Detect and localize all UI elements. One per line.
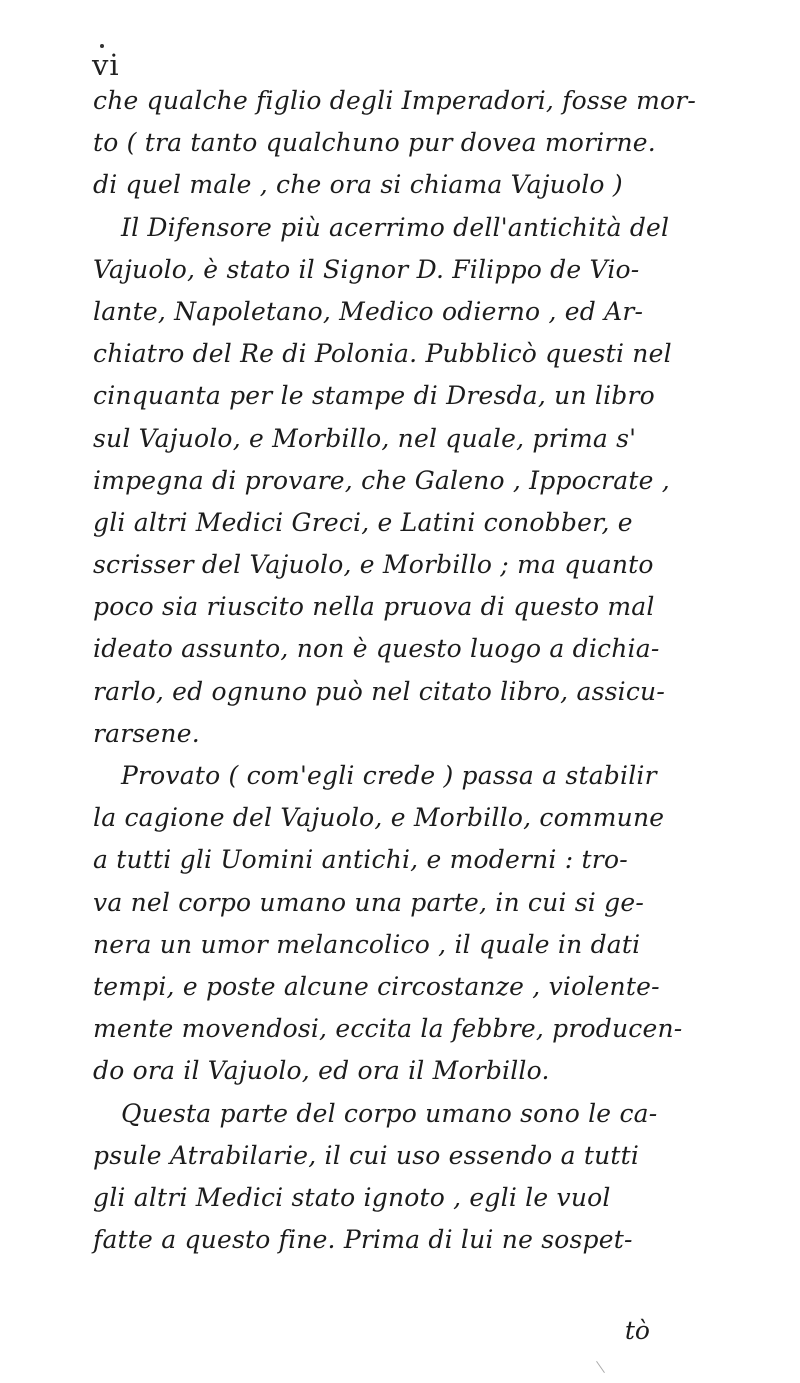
text-line: gli altri Medici Greci, e Latini conobber, e bbox=[93, 507, 633, 537]
text-line: chiatro del Re di Polonia. Pubblicò questi nel bbox=[93, 339, 672, 369]
text-line: la cagione del Vajuolo, e Morbillo, commune bbox=[93, 803, 665, 833]
body-text bbox=[93, 80, 743, 1261]
text-line: Il Difensore più acerrimo dell'antichità del bbox=[121, 212, 670, 242]
text-line: impegna di provare, che Galeno , Ippocrate , bbox=[93, 465, 670, 495]
text-line: gli altri Medici stato ignoto , egli le vuol bbox=[93, 1182, 611, 1212]
catchword: tò bbox=[624, 1316, 650, 1345]
text-line: cinquanta per le stampe di Dresda, un libro bbox=[93, 381, 655, 411]
text-line: di quel male , che ora si chiama Vajuolo ) bbox=[93, 170, 623, 200]
text-line: fatte a questo fine. Prima di lui ne sospet- bbox=[93, 1225, 633, 1255]
text-line: rarsene. bbox=[93, 718, 200, 748]
text-line: rarlo, ed ognuno può nel citato libro, assicu- bbox=[93, 676, 665, 706]
text-line: sul Vajuolo, e Morbillo, nel quale, prima s' bbox=[93, 423, 637, 453]
text-line: do ora il Vajuolo, ed ora il Morbillo. bbox=[93, 1056, 550, 1086]
text-line: psule Atrabilarie, il cui uso essendo a tutti bbox=[93, 1140, 640, 1170]
page-number: vi bbox=[92, 48, 120, 82]
text-line: to ( tra tanto qualchuno pur dovea morirne. bbox=[93, 128, 656, 158]
text-line: lante, Napoletano, Medico odierno , ed Ar- bbox=[93, 296, 644, 326]
text-line: poco sia riuscito nella pruova di questo mal bbox=[93, 592, 655, 622]
text-line: Provato ( com'egli crede ) passa a stabilir bbox=[121, 761, 657, 790]
stray-mark bbox=[596, 1361, 605, 1373]
text-line: a tutti gli Uomini antichi, e moderni : tro- bbox=[93, 845, 628, 875]
text-line: va nel corpo umano una parte, in cui si ge- bbox=[93, 887, 644, 917]
text-line: mente movendosi, eccita la febbre, producen- bbox=[93, 1014, 683, 1044]
text-line: che qualche figlio degli Imperadori, fosse mor- bbox=[93, 86, 697, 115]
text-line: Vajuolo, è stato il Signor D. Filippo de Vio- bbox=[93, 254, 640, 284]
text-line: nera un umor melancolico , il quale in dati bbox=[93, 929, 641, 959]
text-line: scrisser del Vajuolo, e Morbillo ; ma quanto bbox=[93, 550, 654, 580]
text-line: ideato assunto, non è questo luogo a dichia- bbox=[93, 634, 660, 664]
text-line: tempi, e poste alcune circostanze , violente- bbox=[93, 971, 660, 1001]
text-line: Questa parte del corpo umano sono le ca- bbox=[121, 1098, 658, 1128]
